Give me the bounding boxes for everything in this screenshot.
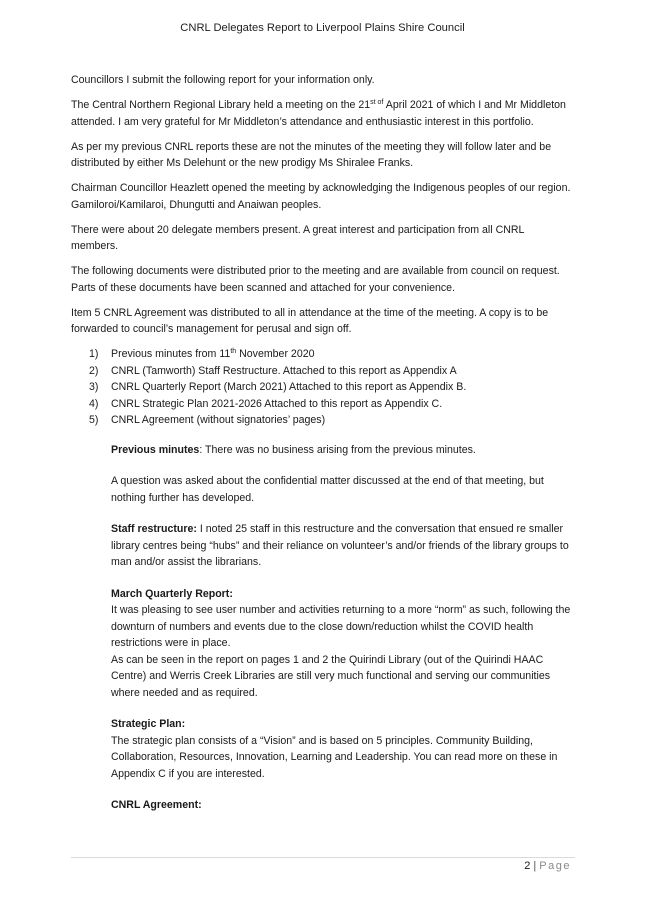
list-item-number: 4): [89, 397, 99, 410]
march-report-section: [111, 586, 571, 702]
list-item-text: CNRL Agreement (without signatories’ pages): [111, 414, 326, 426]
agreement-paragraph: Item 5 CNRL Agreement was distributed to all in attendance at the time of the meeting. A copy is to be forwarded to council’s management for perusal and sign off.: [71, 306, 549, 335]
list-item: [71, 412, 571, 429]
list-item-number: 1): [89, 348, 99, 360]
attendance-paragraph: There were about 20 delegate members present. A great interest and participation from all CNRL members.: [71, 223, 525, 252]
march-report-heading: March Quarterly Report:: [111, 587, 233, 600]
documents-list: [71, 346, 571, 429]
strategic-plan-heading: Strategic Plan:: [111, 718, 186, 730]
previous-minutes-section: [111, 442, 571, 459]
agreement-heading: CNRL Agreement:: [111, 799, 202, 811]
list-item: [71, 363, 571, 380]
agreement-section: [111, 797, 571, 814]
march-report-text-2: As can be seen in the report on pages 1 and 2 the Quirindi Library (out of the Quirindi HAAC Centre) and Werris Creek Libraries are still very much functional and serving our communities where needed and as required.: [111, 653, 551, 699]
list-item-text: CNRL Quarterly Report (March 2021) Attached to this report as Appendix B.: [111, 381, 467, 393]
sections-block: [111, 442, 571, 814]
meeting-text-b: April 2021 of which I and Mr Middleton attended. I am very grateful for Mr Middleton’s attendance and enthusiastic interest in this portfolio.: [71, 99, 566, 128]
list-item-text-b: November 2020: [236, 348, 315, 360]
meeting-paragraph: [71, 97, 571, 130]
intro-paragraph: Councillors I submit the following report for your information only.: [71, 74, 375, 86]
list-item-number: 3): [89, 381, 99, 393]
staff-restructure-text: I noted 25 staff in this restructure and the conversation that ensued re smaller library centres being “hubs” and their reliance on volunteer’s and/or friends of the library groups to man and/or assist the librarians.: [111, 523, 569, 568]
strategic-plan-heading-line: [111, 716, 571, 733]
march-report-text-1: It was pleasing to see user number and activities returning to a more “norm” as such, following the downturn of numbers and events due to the close down/reduction whilst the COVID health restrictions were in place.: [111, 604, 571, 649]
list-item: [71, 379, 571, 396]
march-report-heading-line: [111, 586, 571, 603]
previous-minutes-text: : There was no business arising from the previous minutes.: [199, 443, 476, 456]
agreement-heading-line: [111, 797, 571, 814]
list-item-number: 2): [89, 364, 99, 377]
list-item-text: Previous minutes from 11: [111, 348, 231, 360]
list-item-sup: th: [230, 348, 237, 355]
report-body: [71, 72, 571, 829]
previous-minutes-followup: A question was asked about the confidential matter discussed at the end of that meeting, but nothing further has developed.: [111, 475, 544, 504]
list-item-text: CNRL (Tamworth) Staff Restructure. Attached to this report as Appendix A: [111, 364, 457, 377]
page-header: CNRL Delegates Report to Liverpool Plains Shire Council: [180, 22, 465, 34]
page-number: 2: [524, 860, 531, 872]
page-footer: [524, 860, 571, 872]
list-item: [71, 396, 571, 413]
meeting-text-a: The Central Northern Regional Library held a meeting on the 21: [71, 99, 371, 111]
documents-paragraph: The following documents were distributed prior to the meeting and are available from council on request. Parts of these documents have been scanned and attached for your convenience.: [71, 265, 560, 294]
list-item: [71, 346, 571, 363]
footer-divider: [71, 857, 575, 858]
strategic-plan-section: [111, 716, 571, 782]
staff-restructure-section: [111, 521, 571, 571]
list-item-text: CNRL Strategic Plan 2021-2026 Attached to this report as Appendix C.: [111, 397, 443, 410]
staff-restructure-heading: Staff restructure:: [111, 523, 197, 535]
list-item-number: 5): [89, 414, 99, 426]
previous-minutes-heading: Previous minutes: [111, 443, 200, 456]
acknowledgement-paragraph: Chairman Councillor Heazlett opened the meeting by acknowledging the Indigenous peoples of our region. Gamiloroi/Kamilaroi, Dhungutti and Anaiwan peoples.: [71, 182, 571, 211]
footer-separator: |: [533, 860, 537, 872]
footer-page-label: Page: [539, 860, 571, 872]
meeting-date-suffix: st of: [370, 99, 384, 106]
strategic-plan-text: The strategic plan consists of a “Vision” and is based on 5 principles. Community Building, Collaboration, Resources, Innovation, Learning and Leadership. You can read more on these in Appendix C if you are interested.: [111, 734, 558, 780]
minutes-note-paragraph: As per my previous CNRL reports these are not the minutes of the meeting they will follow later and be distributed by either Ms Delehunt or the new prodigy Ms Shiralee Franks.: [71, 140, 552, 169]
